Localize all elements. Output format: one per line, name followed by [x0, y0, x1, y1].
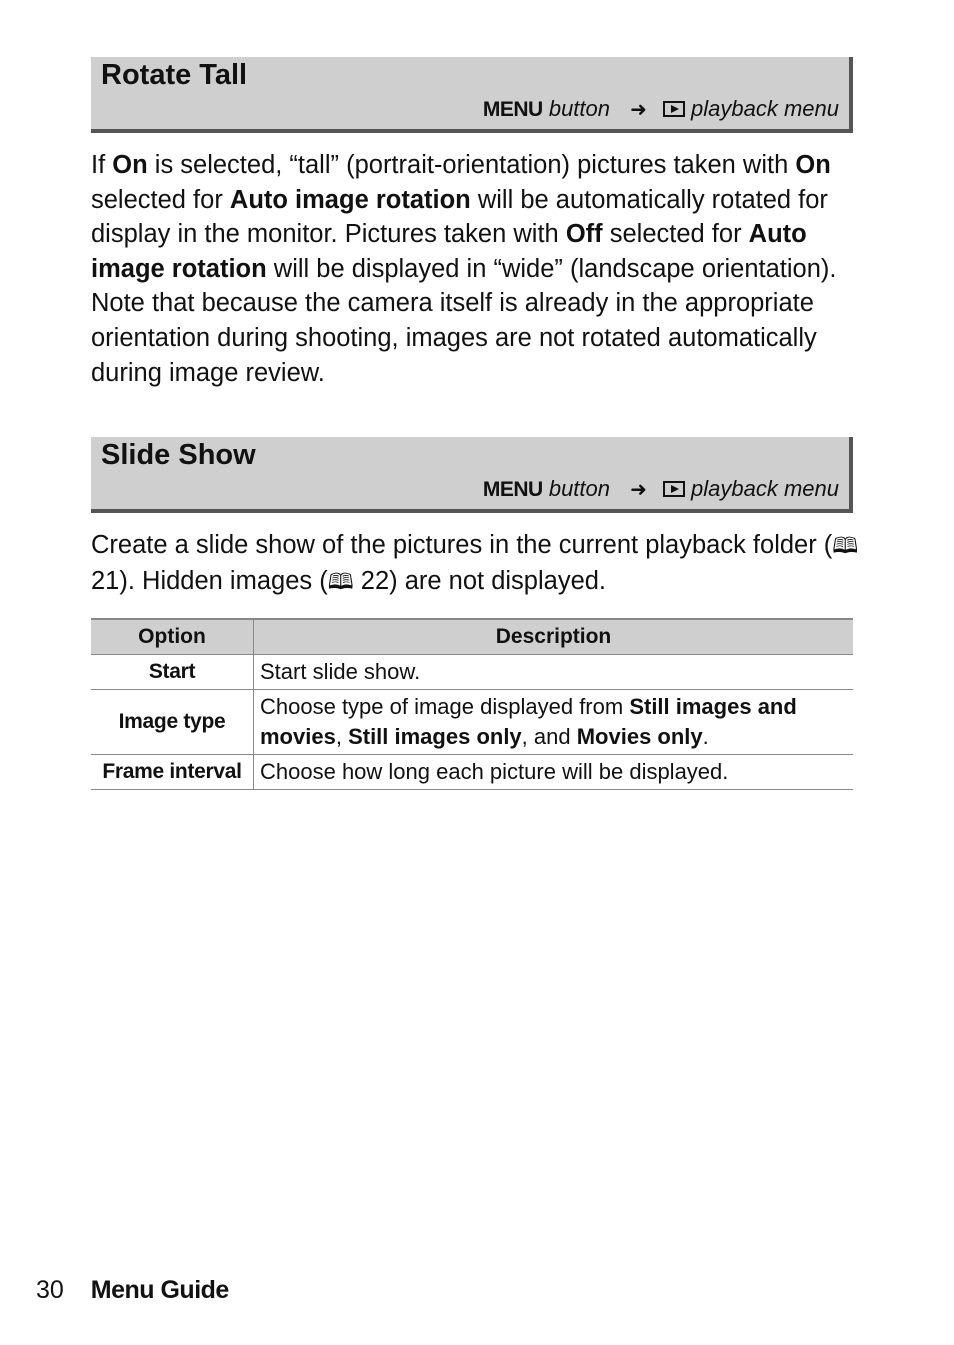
rotate-tall-paragraph: If On is selected, “tall” (portrait-orientation) pictures taken with On selected for Auto image rotation will be automatically rotated for display in the monitor. Pictures taken with Off selected for Auto image rotation will be displayed in “wide” (landscape orientation). Note that because the camera itself is already in the appropriate orientation during shooting, images are not rotated automatically during image review.: [91, 151, 837, 387]
section-title: Slide Show: [101, 439, 256, 471]
menu-label: MENU: [482, 478, 543, 501]
option-description: Choose how long each picture will be displayed.: [254, 755, 854, 790]
book-icon: 🕮: [832, 533, 859, 558]
option-description: Start slide show.: [254, 655, 854, 690]
page-number: 30: [36, 1276, 64, 1304]
playback-icon: [663, 481, 685, 497]
guide-title: Menu Guide: [90, 1276, 229, 1304]
destination-label: playback menu: [691, 476, 839, 501]
menu-path: [483, 96, 839, 122]
table-header-row: [91, 619, 853, 655]
rotate-tall-description: [91, 148, 861, 390]
options-table: [91, 618, 853, 790]
rotate-tall-header: [91, 57, 853, 133]
option-description: Choose type of image displayed from Still images and movies, Still images only, and Movies only.: [254, 690, 854, 755]
page-reference[interactable]: 22: [360, 566, 390, 595]
slide-show-header: [91, 437, 853, 513]
slide-show-description: [91, 528, 861, 599]
playback-icon: [663, 101, 685, 117]
menu-label: MENU: [482, 98, 543, 121]
option-name: Frame interval: [91, 755, 254, 790]
section-title: Rotate Tall: [101, 59, 248, 91]
option-name: Start: [91, 655, 254, 690]
page-footer: [36, 1276, 229, 1305]
menu-path: [483, 476, 839, 502]
destination-label: playback menu: [691, 96, 839, 121]
table-row: [91, 690, 853, 755]
table-row: [91, 755, 853, 790]
column-header-option: Option: [91, 619, 254, 655]
slide-show-paragraph: Create a slide show of the pictures in the current playback folder (🕮 21). Hidden images (🕮 22) are not displayed.: [91, 531, 859, 595]
arrow-icon: ➜: [630, 479, 647, 501]
option-name: Image type: [91, 690, 254, 755]
page-reference[interactable]: 21: [91, 566, 120, 595]
button-label: button: [548, 96, 610, 121]
arrow-icon: ➜: [630, 99, 647, 121]
button-label: button: [548, 476, 610, 501]
table-row: [91, 655, 853, 690]
column-header-description: Description: [254, 619, 854, 655]
book-icon: 🕮: [327, 568, 354, 594]
